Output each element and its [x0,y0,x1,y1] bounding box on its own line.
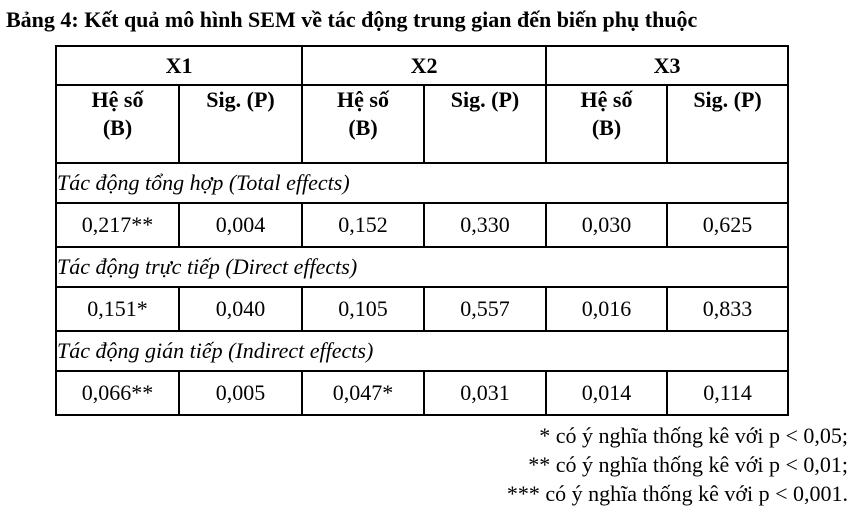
coef-header-line2: (B) [591,115,622,140]
note-line: ** có ý nghĩa thống kê với p < 0,01; [528,452,848,477]
group-header-x2: X2 [302,46,546,85]
table-cell: 0,047* [302,371,424,415]
coef-header-line1: Hệ số [91,87,144,112]
sig-header: Sig. (P) [667,85,788,163]
significance-notes [507,421,848,508]
sig-header: Sig. (P) [179,85,302,163]
section-label: Tác động trực tiếp (Direct effects) [56,247,788,287]
table-cell: 0,625 [667,203,788,247]
coef-header-line2: (B) [102,115,133,140]
section-row-direct-effects [56,247,788,287]
group-header-row [56,46,788,85]
table-cell: 0,330 [424,203,546,247]
table-title: Bảng 4: Kết quả mô hình SEM về tác động trung gian đến biến phụ thuộc [6,7,698,32]
coef-header [302,85,424,163]
table-cell: 0,557 [424,287,546,331]
table-cell: 0,005 [179,371,302,415]
coef-header-line1: Hệ số [337,87,389,112]
table-cell: 0,217** [56,203,179,247]
section-row-indirect-effects [56,331,788,371]
table-cell: 0,031 [424,371,546,415]
section-row-total-effects [56,163,788,203]
table-row [56,287,788,331]
sub-header-row [56,85,788,163]
table-cell: 0,114 [667,371,788,415]
note-line: * có ý nghĩa thống kê với p < 0,05; [539,423,848,448]
group-header-x1: X1 [56,46,302,85]
table-row [56,203,788,247]
table-cell: 0,151* [56,287,179,331]
table-cell: 0,016 [546,287,667,331]
table-cell: 0,152 [302,203,424,247]
coef-header-line2: (B) [348,115,378,140]
section-label: Tác động gián tiếp (Indirect effects) [56,331,788,371]
table-cell: 0,004 [179,203,302,247]
table-cell: 0,105 [302,287,424,331]
table-cell: 0,066** [56,371,179,415]
table-row [56,371,788,415]
group-header-x3: X3 [546,46,788,85]
section-label: Tác động tổng hợp (Total effects) [56,163,788,203]
coef-header [546,85,667,163]
table-cell: 0,014 [546,371,667,415]
coef-header [56,85,179,163]
table-cell: 0,040 [179,287,302,331]
coef-header-line1: Hệ số [580,87,633,112]
table-cell: 0,833 [667,287,788,331]
table-cell: 0,030 [546,203,667,247]
sig-header: Sig. (P) [424,85,546,163]
note-line: *** có ý nghĩa thống kê với p < 0,001. [506,481,848,506]
sem-results-table [55,45,789,416]
